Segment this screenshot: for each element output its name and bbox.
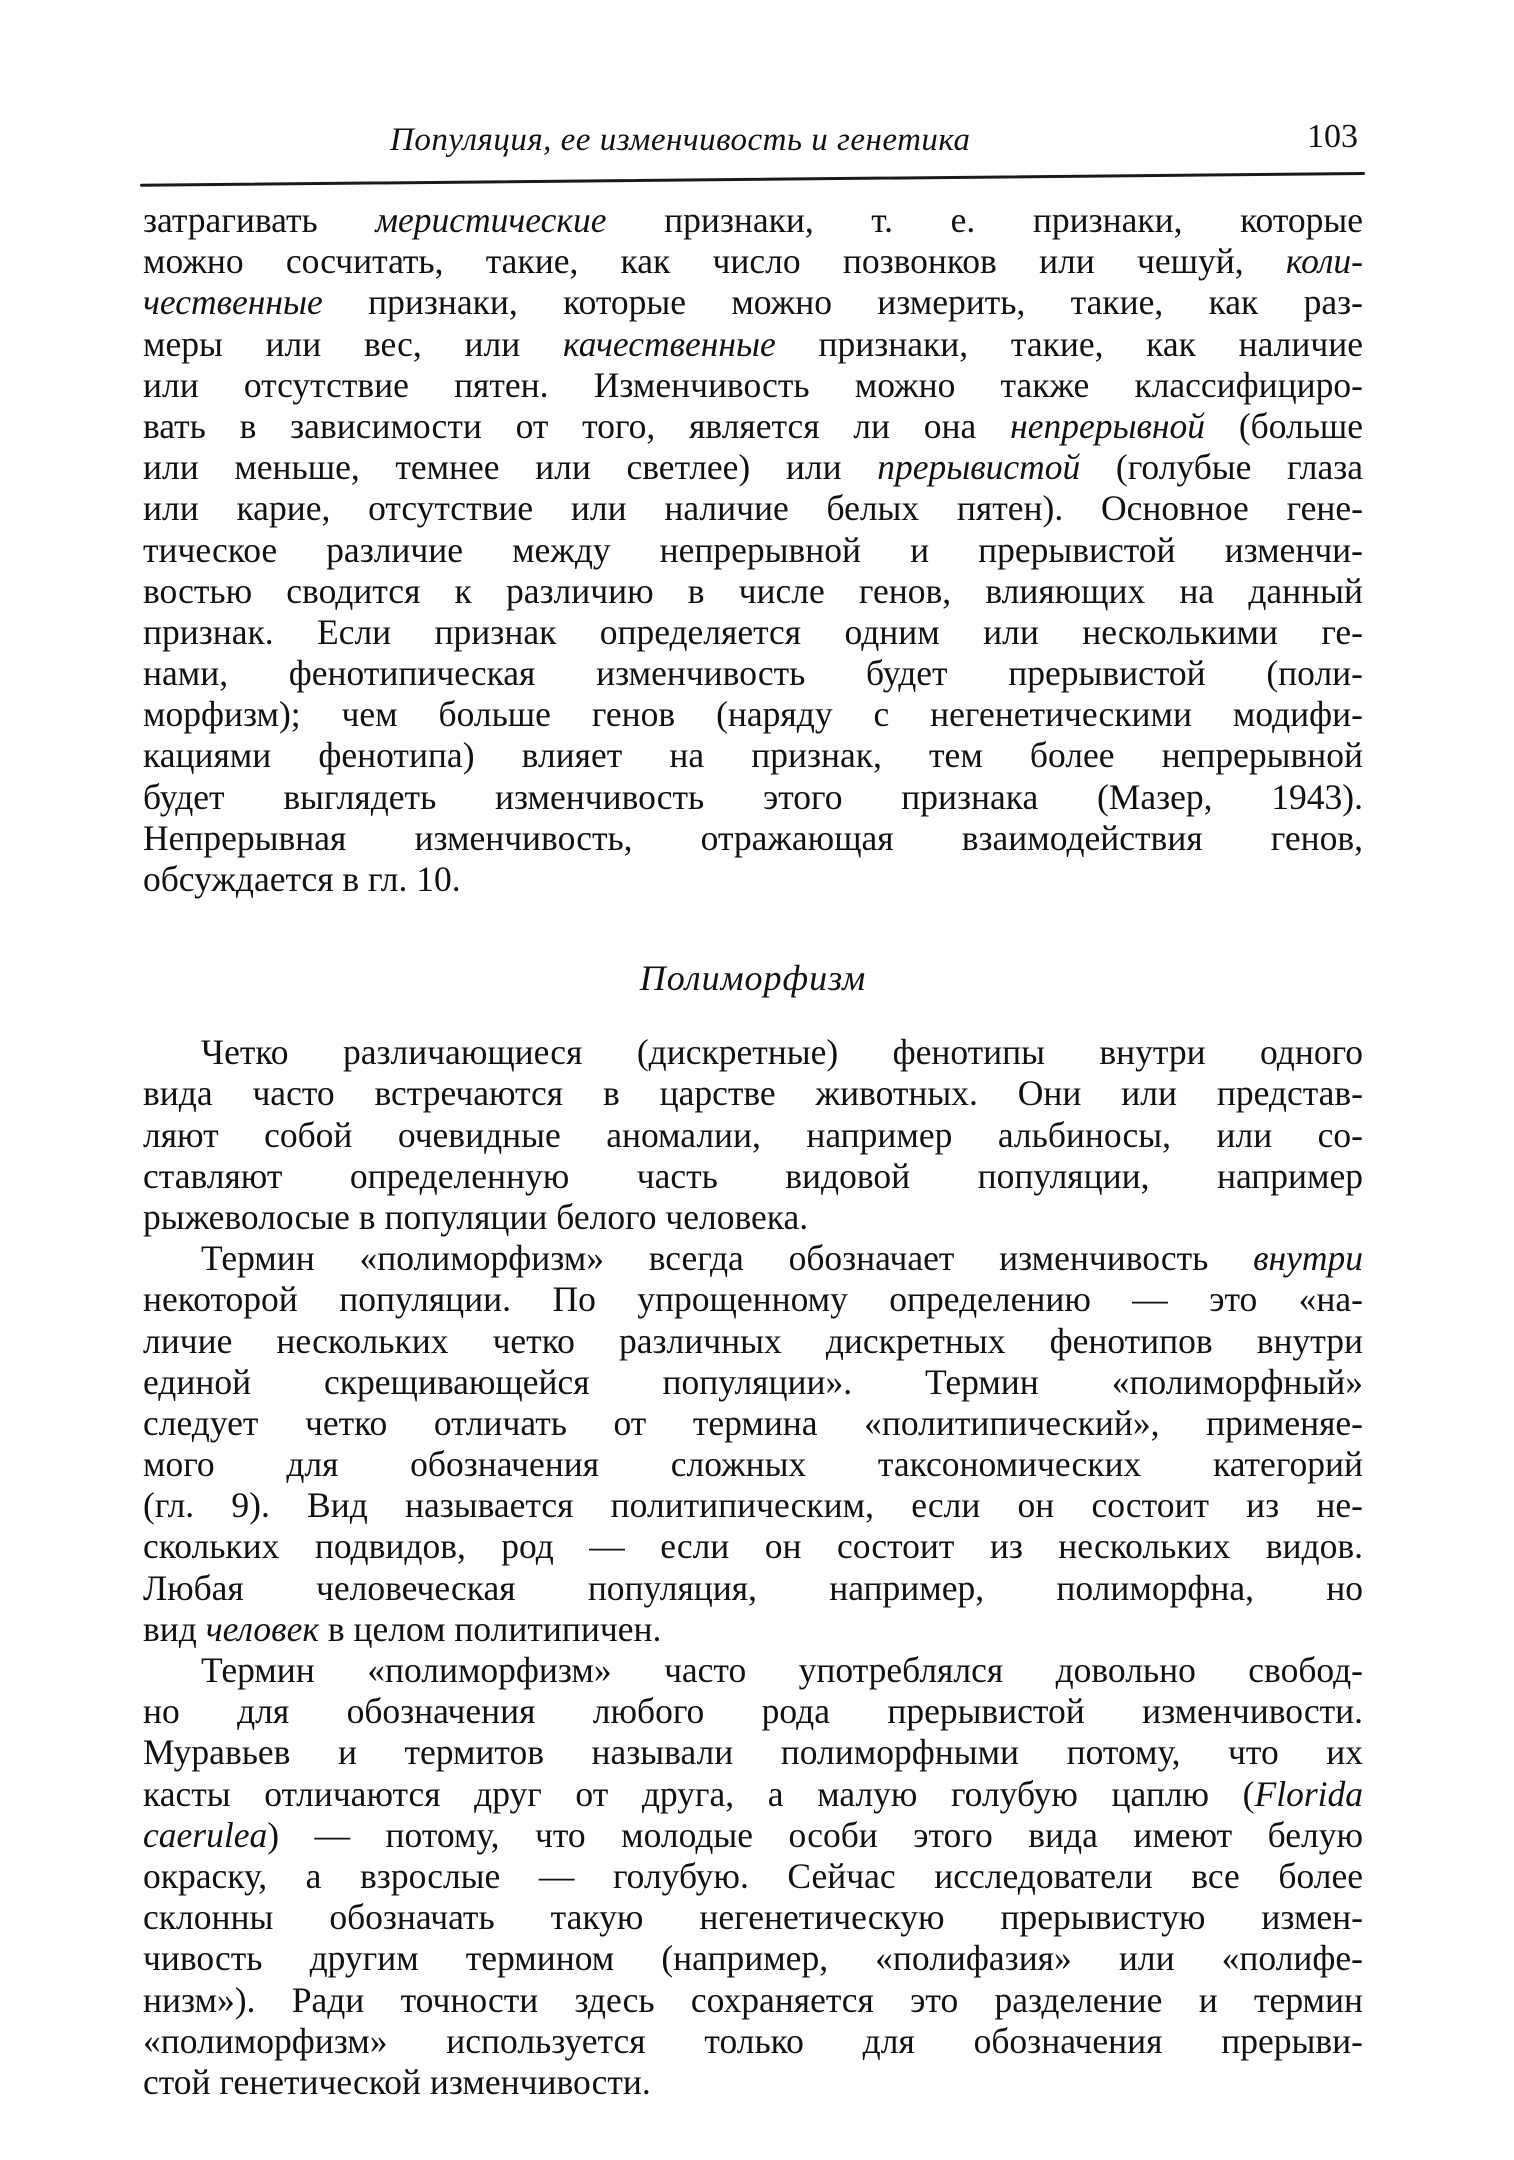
text-line	[143, 1526, 1363, 1567]
text-run: склонны обозначать такую негенетическую прерывистую измен-	[143, 1897, 1363, 1938]
text-run: обсуждается в гл. 10.	[143, 859, 461, 899]
continued-paragraph	[143, 200, 1363, 900]
text-run: Термин «полиморфизм» всегда обозначает изменчивость	[201, 1238, 1254, 1279]
text-run: востью сводится к различию в числе генов, влияющих на данный	[143, 570, 1363, 611]
text-line	[143, 447, 1363, 488]
italic-term: прерывистой	[877, 447, 1081, 488]
text-line	[143, 1691, 1363, 1732]
text-run: в целом политипичен.	[318, 1608, 662, 1649]
italic-term: меристические	[375, 200, 607, 240]
text-run: кациями фенотипа) влияет на признак, тем более непрерывной	[143, 735, 1363, 776]
text-line	[143, 1362, 1363, 1403]
text-run: некоторой популяции. По упрощенному определению — это «на-	[143, 1279, 1363, 1320]
italic-term: Florida	[1254, 1773, 1363, 1814]
text-line	[143, 2062, 1363, 2103]
text-run: ляют собой очевидные аномалии, например альбиносы, или со-	[143, 1114, 1363, 1155]
text-line	[143, 324, 1363, 365]
text-run: можно сосчитать, такие, как число позвонков или чешуй,	[143, 241, 1286, 282]
text-line	[143, 200, 1363, 241]
text-run: или карие, отсутствие или наличие белых пятен). Основное гене-	[143, 488, 1363, 529]
text-line	[143, 653, 1363, 694]
text-line	[143, 1938, 1363, 1979]
section-heading: Полиморфизм	[639, 958, 867, 999]
page-number: 103	[1307, 118, 1358, 155]
text-run: (голубые глаза	[1080, 447, 1363, 488]
text-run: нами, фенотипическая изменчивость будет прерывистой (поли-	[143, 653, 1363, 694]
text-run: ) — потому, что молодые особи этого вида имеют белую	[267, 1814, 1363, 1855]
text-run: вид	[143, 1608, 206, 1649]
text-run: вида часто встречаются в царстве животных. Они или представ-	[143, 1073, 1363, 1114]
running-header	[140, 118, 1358, 178]
text-line	[143, 1197, 1363, 1238]
text-run: или меньше, темнее или светлее) или	[143, 447, 878, 488]
text-run: (больше	[1205, 405, 1363, 446]
text-line	[143, 1980, 1363, 2021]
text-line	[143, 1856, 1363, 1897]
text-run: или отсутствие пятен. Изменчивость можно также классифициро-	[143, 364, 1363, 405]
text-line	[143, 365, 1363, 406]
text-run: окраску, а взрослые — голубую. Сейчас исследователи все более	[143, 1855, 1363, 1896]
text-line	[143, 1485, 1363, 1526]
paragraph	[143, 1032, 1363, 1238]
text-line	[143, 1444, 1363, 1485]
text-line	[143, 1238, 1363, 1279]
page-body	[143, 200, 1363, 2103]
text-line	[143, 406, 1363, 447]
text-line	[143, 1815, 1363, 1856]
text-run: Непрерывная изменчивость, отражающая взаимодействия генов,	[143, 817, 1363, 858]
text-run: вать в зависимости от того, является ли она	[143, 405, 1011, 446]
text-line	[143, 777, 1363, 818]
text-run: касты отличаются друг от друга, а малую голубую цаплю (	[143, 1773, 1255, 1814]
text-run: единой скрещивающейся популяции». Термин «полиморфный»	[143, 1361, 1363, 1402]
italic-term: человек	[205, 1608, 319, 1649]
text-line	[143, 1650, 1363, 1691]
italic-term: чественные	[143, 282, 323, 323]
text-run: следует четко отличать от термина «политипический», применяе-	[143, 1402, 1363, 1443]
text-run: Любая человеческая популяция, например, полиморфна, но	[143, 1567, 1363, 1608]
text-run: затрагивать	[143, 200, 376, 240]
italic-term: caerulea	[143, 1814, 268, 1855]
text-run: Муравьев и термитов называли полиморфными потому, что их	[143, 1732, 1363, 1773]
text-line	[143, 1032, 1363, 1073]
text-line	[143, 1732, 1363, 1773]
text-run: будет выглядеть изменчивость этого признака (Мазер, 1943).	[143, 776, 1363, 817]
text-run: морфизм); чем больше генов (наряду с негенетическими модифи-	[143, 694, 1363, 735]
text-run: но для обозначения любого рода прерывистой изменчивости.	[143, 1691, 1363, 1732]
text-run: скольких подвидов, род — если он состоит из нескольких видов.	[143, 1526, 1363, 1567]
text-line	[143, 735, 1363, 776]
italic-term: коли-	[1285, 241, 1363, 282]
text-line	[143, 612, 1363, 653]
running-title: Популяция, ее изменчивость и генетика	[390, 122, 971, 158]
text-run: тическое различие между непрерывной и прерывистой изменчи-	[143, 529, 1363, 570]
text-run: «полиморфизм» используется только для обозначения прерыви-	[143, 2020, 1363, 2061]
text-line	[143, 1568, 1363, 1609]
text-run: низм»). Ради точности здесь сохраняется это разделение и термин	[143, 1979, 1363, 2020]
text-line	[143, 530, 1363, 571]
text-run: признаки, такие, как наличие	[775, 323, 1363, 364]
text-run: рыжеволосые в популяции белого человека.	[143, 1196, 809, 1237]
text-line	[143, 241, 1363, 282]
text-line	[143, 571, 1363, 612]
text-line	[143, 859, 1363, 900]
section-paragraphs	[143, 1032, 1363, 2103]
text-line	[143, 1321, 1363, 1362]
text-line	[143, 1115, 1363, 1156]
text-line	[143, 818, 1363, 859]
text-line	[143, 1279, 1363, 1320]
text-line	[143, 1403, 1363, 1444]
text-run: Четко различающиеся (дискретные) фенотипы внутри одного	[201, 1032, 1363, 1073]
text-run: личие нескольких четко различных дискретных фенотипов внутри	[143, 1320, 1363, 1361]
text-line	[143, 1774, 1363, 1815]
text-run: признаки, которые можно измерить, такие, как раз-	[322, 282, 1363, 323]
italic-term: непрерывной	[1010, 405, 1206, 446]
text-run: меры или вес, или	[143, 323, 563, 364]
paragraph	[143, 1238, 1363, 1650]
text-run: ставляют определенную часть видовой популяции, например	[143, 1155, 1363, 1196]
text-run: признаки, т. е. признаки, которые	[606, 200, 1363, 240]
text-line	[143, 1156, 1363, 1197]
text-line	[143, 2021, 1363, 2062]
italic-term: внутри	[1253, 1238, 1363, 1279]
text-run: стой генетической изменчивости.	[143, 2061, 651, 2102]
text-line	[143, 1897, 1363, 1938]
text-line	[143, 1609, 1363, 1650]
text-run: Термин «полиморфизм» часто употреблялся довольно свобод-	[201, 1650, 1363, 1690]
paragraph	[143, 1650, 1363, 2103]
text-run: (гл. 9). Вид называется политипическим, если он состоит из не-	[143, 1485, 1363, 1526]
text-run: мого для обозначения сложных таксономических категорий	[143, 1444, 1363, 1485]
text-line	[143, 488, 1363, 529]
text-run: признак. Если признак определяется одним или несколькими ге-	[143, 611, 1363, 652]
italic-term: качественные	[562, 323, 776, 364]
text-run: чивость другим термином (например, «полифазия» или «полифе-	[143, 1938, 1363, 1979]
text-line	[143, 694, 1363, 735]
text-line	[143, 1073, 1363, 1114]
text-line	[143, 282, 1363, 323]
